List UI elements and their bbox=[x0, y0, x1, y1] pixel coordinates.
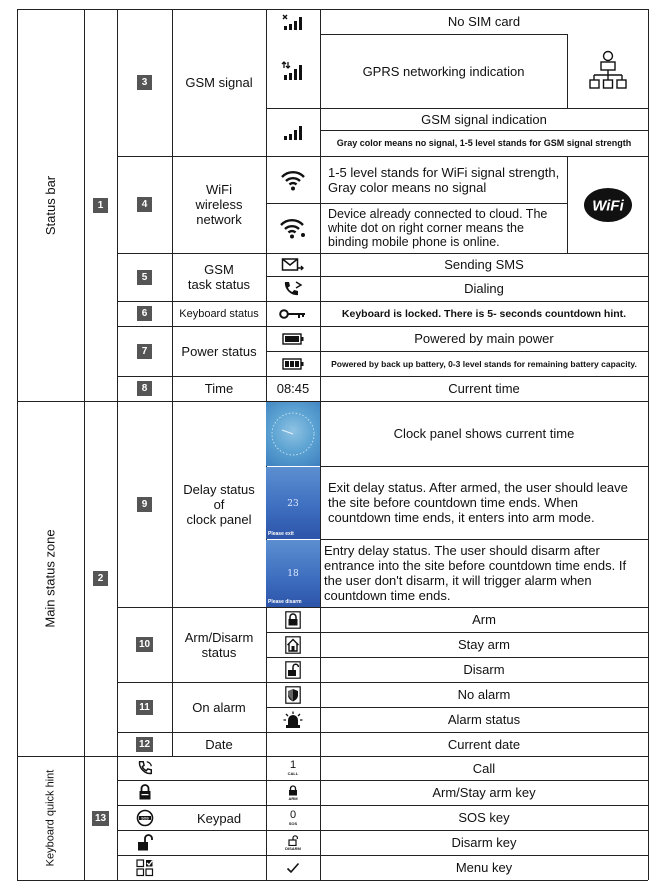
wifi-logo-icon bbox=[567, 156, 648, 253]
gsm-signal-icon bbox=[266, 108, 320, 156]
zone-main-status: Main status zone bbox=[43, 529, 58, 628]
label-keypad: Keypad bbox=[196, 810, 242, 826]
desc-stay-arm: Stay arm bbox=[457, 637, 510, 652]
desc-gprs: GPRS networking indication bbox=[362, 63, 525, 79]
please-disarm-caption: Please disarm bbox=[268, 599, 302, 605]
number-badge-5: 5 bbox=[117, 253, 172, 301]
label-arm-disarm: Arm/Disarm status bbox=[184, 629, 254, 660]
key-icon bbox=[266, 301, 320, 326]
desc-current-date: Current date bbox=[447, 736, 521, 752]
menu-grid-icon bbox=[117, 855, 172, 880]
exit-countdown: 23 bbox=[287, 499, 299, 509]
desc-gsm-note: Gray color means no signal, 1-5 level stands for GSM signal strength bbox=[336, 137, 632, 148]
desc-dialing: Dialing bbox=[464, 281, 504, 296]
shield-icon bbox=[266, 682, 320, 707]
desc-sos-key: SOS key bbox=[458, 810, 510, 825]
key-0-sos: 0 SOS bbox=[288, 808, 298, 826]
dialing-icon bbox=[117, 756, 172, 780]
label-on-alarm: On alarm bbox=[192, 699, 246, 715]
network-tree-icon bbox=[567, 34, 648, 108]
desc-keyboard-locked: Keyboard is locked. There is 5- seconds countdown hint. bbox=[341, 307, 627, 320]
key-1-call: 1 CALL bbox=[287, 759, 299, 776]
number-badge-2: 2 bbox=[84, 401, 117, 756]
checkmark-icon bbox=[266, 855, 320, 880]
exit-delay-panel-image bbox=[266, 467, 320, 539]
number-badge-9: 9 bbox=[117, 401, 172, 607]
zone-keyboard-quick-hint: Keyboard quick hint bbox=[44, 769, 57, 867]
label-power-status: Power status bbox=[181, 343, 257, 359]
key-disarm: DISARM bbox=[266, 830, 320, 855]
number-badge-6: 6 bbox=[117, 301, 172, 326]
main-power-battery-icon bbox=[266, 326, 320, 351]
dialing-status-icon bbox=[266, 276, 320, 301]
number-badge-11: 11 bbox=[117, 682, 172, 732]
disarm-unlock-status-icon bbox=[266, 657, 320, 682]
number-badge-13: 13 bbox=[84, 756, 117, 880]
svg-text:SOS: SOS bbox=[140, 815, 149, 820]
number-badge-4: 4 bbox=[117, 156, 172, 253]
clock-panel-image bbox=[266, 402, 320, 466]
desc-call: Call bbox=[472, 760, 496, 776]
desc-entry-delay: Entry delay status. The user should disarm after entrance into the site before countdown time ends. If the user don't disarm, it will trigger alarm when countdown time ends. bbox=[324, 543, 627, 603]
please-exit-caption: Please exit bbox=[268, 531, 294, 537]
arm-lock-icon bbox=[117, 780, 172, 805]
gprs-signal-icon bbox=[266, 34, 320, 108]
label-keyboard-status: Keyboard status bbox=[179, 307, 259, 320]
desc-clock-panel: Clock panel shows current time bbox=[393, 426, 575, 441]
arm-lock-status-icon bbox=[266, 607, 320, 632]
label-gsm-task: GSM task status bbox=[187, 262, 251, 292]
wifi-cloud-icon bbox=[266, 203, 320, 253]
desc-wifi-level: 1-5 level stands for WiFi signal strength, Gray color means no signal bbox=[328, 164, 560, 195]
desc-menu-key: Menu key bbox=[455, 860, 513, 875]
siren-icon bbox=[266, 707, 320, 732]
desc-arm: Arm bbox=[472, 612, 496, 627]
label-date: Date bbox=[205, 736, 233, 752]
stay-arm-home-icon bbox=[266, 632, 320, 657]
desc-backup-battery: Powered by back up battery, 0-3 level stands for remaining battery capacity. bbox=[331, 358, 637, 369]
label-delay-status: Delay status of clock panel bbox=[183, 481, 255, 527]
number-badge-7: 7 bbox=[117, 326, 172, 376]
entry-countdown: 18 bbox=[287, 569, 299, 579]
desc-disarm-key: Disarm key bbox=[451, 835, 517, 850]
desc-alarm-status: Alarm status bbox=[447, 712, 521, 727]
key-arm-lock-icon bbox=[288, 785, 298, 796]
label-wifi: WiFi wireless network bbox=[195, 182, 243, 227]
key-disarm-unlock-icon bbox=[288, 835, 299, 846]
wifi-icon bbox=[266, 156, 320, 203]
label-time: Time bbox=[204, 381, 234, 396]
entry-delay-panel-image bbox=[266, 540, 320, 607]
desc-no-alarm: No alarm bbox=[457, 687, 511, 702]
sending-sms-icon bbox=[266, 253, 320, 276]
sos-icon bbox=[117, 805, 172, 830]
disarm-unlock-icon bbox=[117, 830, 172, 855]
number-badge-12: 12 bbox=[117, 732, 172, 756]
zone-status-bar: Status bar bbox=[42, 175, 58, 235]
no-sim-signal-icon bbox=[266, 9, 320, 34]
label-gsm-signal: GSM signal bbox=[185, 75, 253, 90]
desc-current-time: Current time bbox=[448, 381, 520, 396]
time-value: 08:45 bbox=[276, 381, 310, 396]
backup-battery-icon bbox=[266, 351, 320, 376]
desc-exit-delay: Exit delay status. After armed, the user should leave the site before countdown time ends. When countdown time ends, it enters into arm mode. bbox=[328, 480, 628, 525]
desc-gsm-indication: GSM signal indication bbox=[421, 111, 547, 127]
key-arm: ARM bbox=[266, 780, 320, 805]
desc-disarm: Disarm bbox=[463, 662, 505, 677]
desc-no-sim: No SIM card bbox=[447, 14, 521, 29]
desc-arm-stay-key: Arm/Stay arm key bbox=[432, 785, 536, 800]
desc-wifi-cloud: Device already connected to cloud. The white dot on right corner means the binding mobile phone is online. bbox=[328, 207, 548, 249]
number-badge-10: 10 bbox=[117, 607, 172, 682]
number-badge-3: 3 bbox=[117, 9, 172, 156]
desc-main-power: Powered by main power bbox=[414, 331, 554, 346]
number-badge-8: 8 bbox=[117, 376, 172, 401]
wifi-logo-text: WiFi bbox=[591, 197, 624, 214]
number-badge-1: 1 bbox=[84, 9, 117, 401]
desc-sending-sms: Sending SMS bbox=[444, 257, 524, 272]
